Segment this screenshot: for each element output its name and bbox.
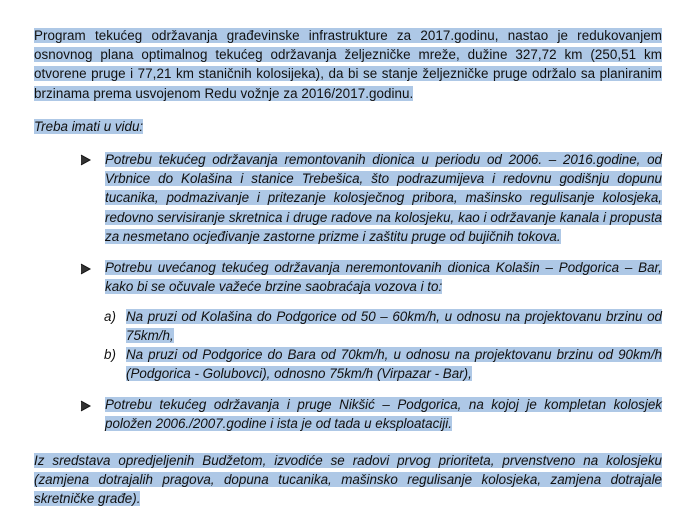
arrow-bullet-icon — [78, 262, 92, 276]
bullet-text-1: Potrebu tekućeg održavanja remontovanih dionica u periodu od 2006. – 2016.godine, od Vrbnice do Kolašina i stanice Trebešica, što podrazumijeva i redovnu godišnju dopunu tucanika, podmazivanje i pritezanje kolosječnog pribora, mašinsko regulisanje kolosjeka, redovno servisiranje skretnica i druge radove na kolosjeku, kao i održavanje kanala i propusta za nesmetano ocjeđivanje zastorne prizme i zaštitu pruge od bujičnih tokova. — [105, 152, 662, 244]
closing-paragraph — [34, 451, 662, 509]
arrow-bullet-icon — [78, 399, 92, 413]
bullet-item-2 — [105, 258, 662, 296]
bullet-item-3 — [105, 395, 662, 433]
bullet-item-1 — [105, 150, 662, 246]
intro-text: Program tekućeg održavanja građevinske infrastrukture za 2017.godinu, nastao je redukovanjem osnovnog plana optimalnog tekućeg održavanja željezničke mreže, dužine 327,72 km (250,51 km otvorene pruge i 77,21 km staničnih kolosijeka), da bi se stanje željezničke pruge održalo sa planiranim brzinama prema usvojenom Redu vožnje za 2016/2017.godinu. — [34, 28, 662, 101]
closing-text: Iz sredstava opredjeljenih Budžetom, izvodiće se radovi prvog prioriteta, prvenstveno na kolosjeku (zamjena dotrajalih pragova, dopuna tucanika, mašinsko regulisanje kolosjeka, zamjena dotrajale skretničke građe). — [34, 453, 662, 507]
subitem-label-a: a) — [104, 309, 116, 324]
subitem-text-b: Na pruzi od Podgorice do Bara od 70km/h, u odnosu na projektovanu brzinu od 90km/h (Podgorica - Golubovci), odnosno 75km/h (Virpazar - Bar), — [126, 347, 662, 382]
lead-text: Treba imati u vidu: — [34, 119, 144, 134]
arrow-bullet-icon — [78, 153, 92, 167]
bullet-text-3: Potrebu tekućeg održavanja i pruge Nikšić – Podgorica, na kojoj je kompletan kolosjek položen 2006./2007.godine i ista je od tada u eksploataciji. — [105, 397, 662, 432]
subitem-a — [126, 307, 662, 345]
intro-paragraph — [34, 26, 662, 103]
subitem-b — [126, 345, 662, 383]
bullet-text-2: Potrebu uvećanog tekućeg održavanja neremontovanih dionica Kolašin – Podgorica – Bar, kako bi se očuvale važeće brzine saobraćaja vozova i to: — [105, 260, 662, 295]
lead-line — [34, 117, 434, 136]
subitem-label-b: b) — [104, 347, 116, 362]
subitem-text-a: Na pruzi od Kolašina do Podgorice od 50 – 60km/h, u odnosu na projektovanu brzinu od 75km/h, — [126, 309, 662, 344]
